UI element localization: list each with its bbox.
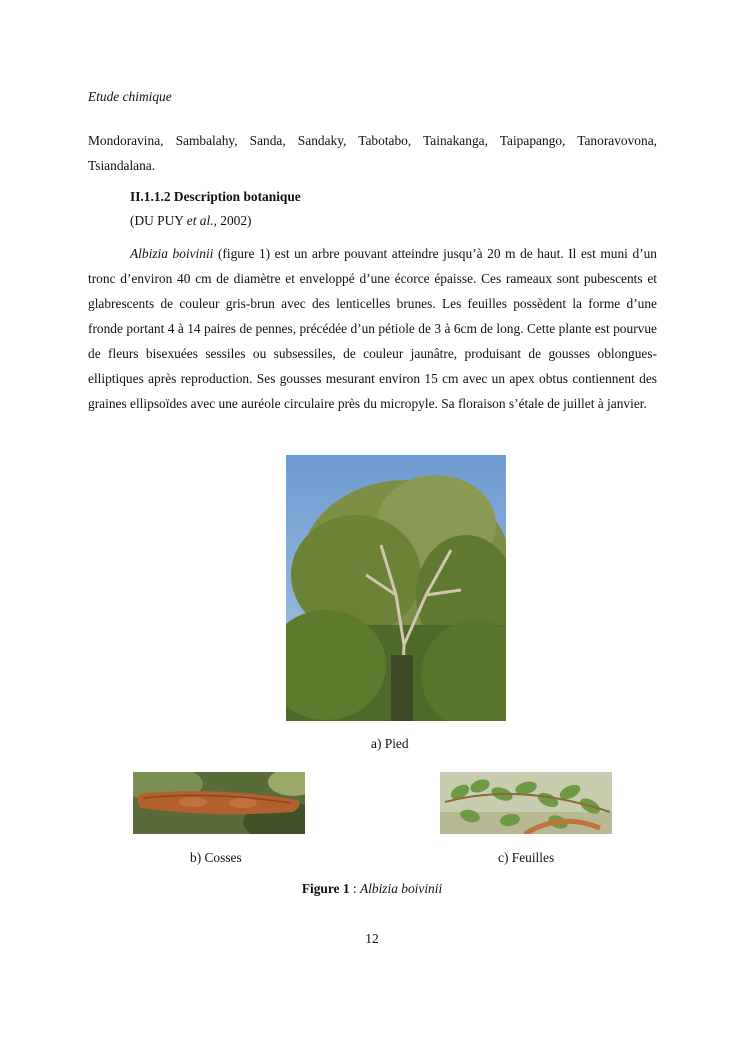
species-name: Albizia boivinii bbox=[130, 246, 214, 261]
reference-citation bbox=[130, 213, 252, 229]
figure-caption bbox=[0, 881, 744, 897]
ref-prefix: (DU PUY bbox=[130, 213, 187, 228]
ref-suffix: , 2002) bbox=[213, 213, 252, 228]
ref-et-al: et al. bbox=[186, 213, 214, 228]
vernacular-names-paragraph: Mondoravina, Sambalahy, Sanda, Sandaky, Tabotabo, Tainakanga, Taipapango, Tanoravovona, Tsiandalana. bbox=[88, 133, 657, 173]
description-paragraph bbox=[88, 241, 657, 416]
leaves-photo bbox=[440, 772, 612, 834]
running-header: Etude chimique bbox=[88, 89, 172, 104]
caption-a: a) Pied bbox=[371, 736, 409, 751]
seed-pods-photo bbox=[133, 772, 305, 834]
description-text: (figure 1) est un arbre pouvant atteindre jusqu’à 20 m de haut. Il est muni d’un tronc d’environ 40 cm de diamètre et enveloppé d’une écorce épaisse. Ces rameaux sont pubescents et glabrescents de couleur gris-brun avec des lenticelles brunes. Les feuilles possèdent la forme d’une fronde portant 4 à 14 paires de pennes, précédée d’un pétiole de 3 à 6cm de long. Cette plante est pourvue de fleurs bisexuées sessiles ou subsessiles, de couleur jaunâtre, produisant de gousses oblongues-elliptiques après reproduction. Ses gousses mesurant environ 15 cm avec un apex obtus contiennent des graines ellipsoïdes avec une auréole circulaire près du micropyle. Sa floraison s’étale de juillet à janvier. bbox=[88, 246, 658, 411]
caption-b: b) Cosses bbox=[190, 850, 242, 865]
figure-species: Albizia boivinii bbox=[359, 881, 443, 896]
caption-c: c) Feuilles bbox=[498, 850, 555, 865]
page-number: 12 bbox=[365, 931, 379, 946]
figure-label: Figure 1 bbox=[301, 881, 350, 896]
tree-photo bbox=[286, 455, 506, 721]
section-heading: II.1.1.2 Description botanique bbox=[130, 189, 301, 204]
figure-separator: : bbox=[349, 881, 360, 896]
